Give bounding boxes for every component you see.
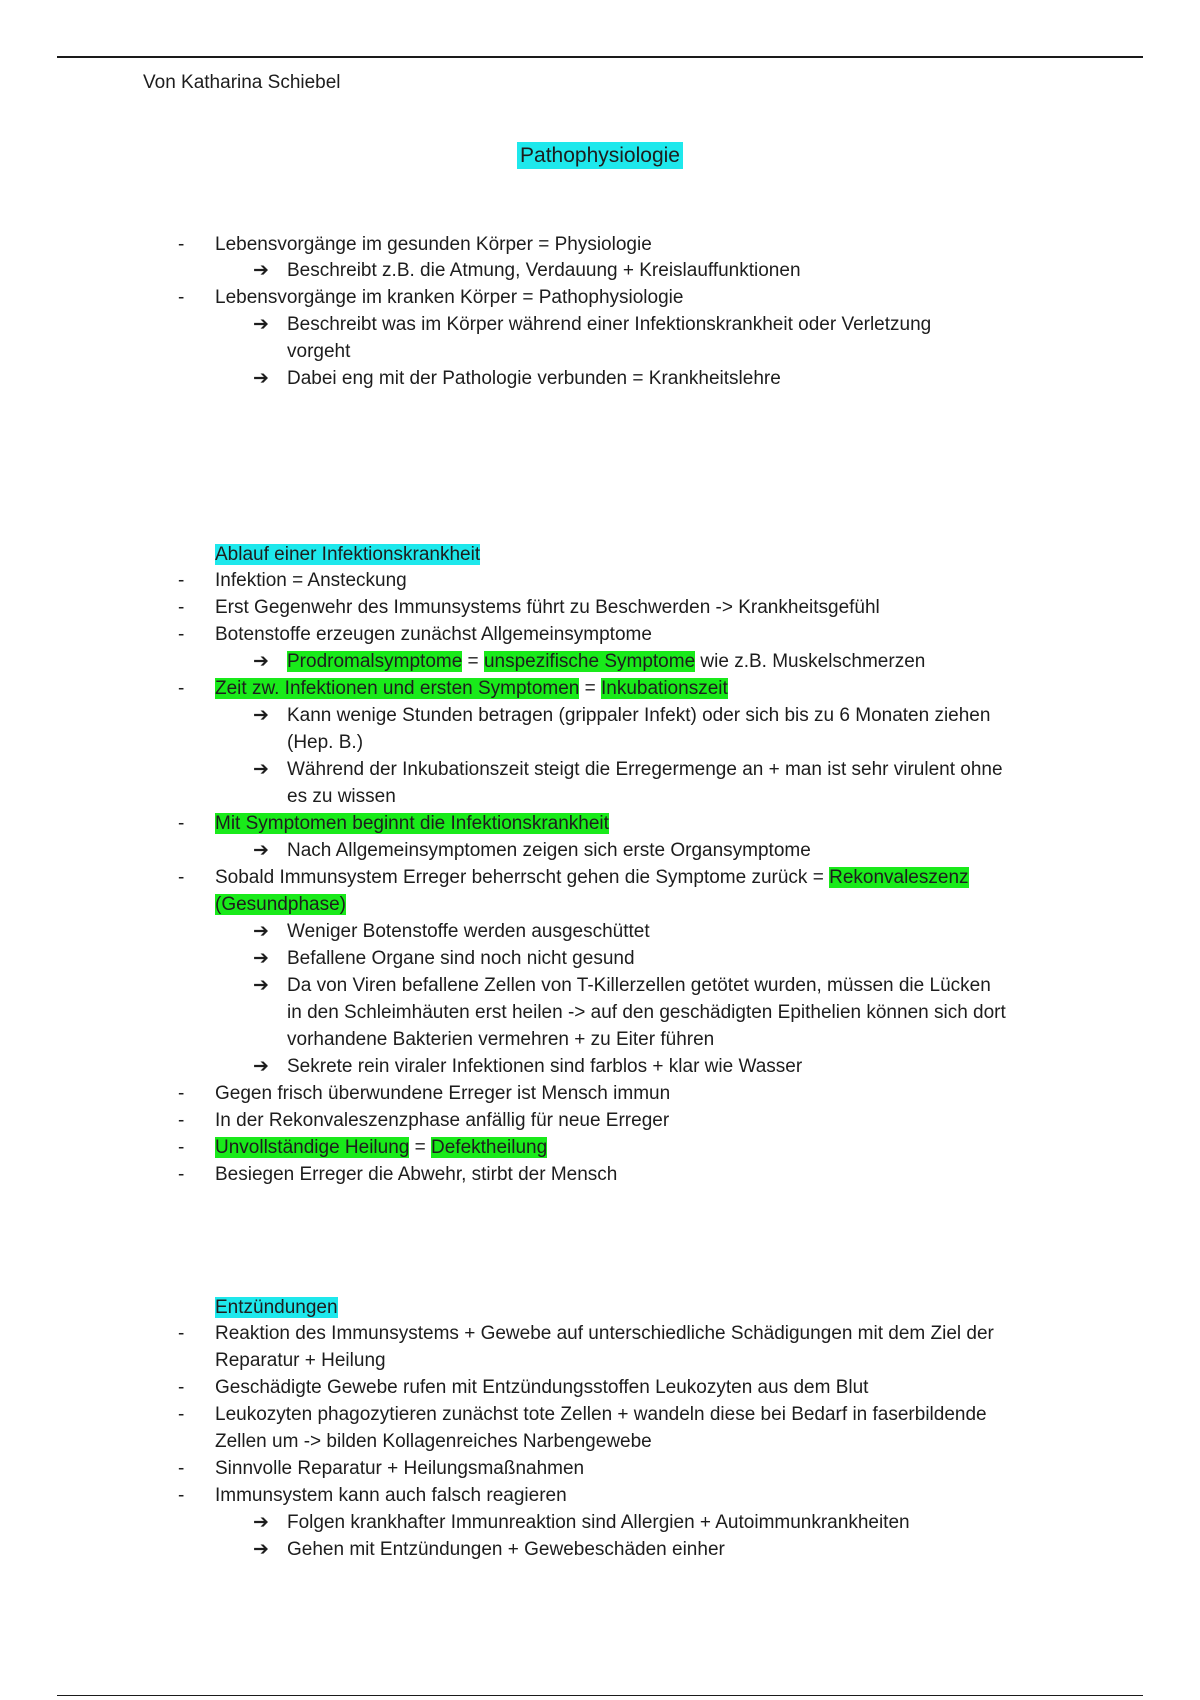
arrow-icon: ➔: [253, 651, 269, 672]
list-item: Befallene Organe sind noch nicht gesund: [287, 948, 635, 969]
list-item: [215, 677, 728, 701]
dash-bullet: -: [178, 1137, 185, 1158]
list-item: Sinnvolle Reparatur + Heilungsmaßnahmen: [215, 1458, 585, 1479]
title-wrap: [0, 144, 1200, 168]
dash-bullet: -: [178, 1377, 185, 1398]
list-item: vorhandene Bakterien vermehren + zu Eiter führen: [287, 1029, 715, 1050]
arrow-icon: ➔: [253, 368, 269, 389]
top-rule: [57, 56, 1143, 58]
dash-bullet: -: [178, 813, 185, 834]
highlight-term: Mit Symptomen beginnt die Infektionskrankheit: [215, 813, 609, 834]
list-item: Gehen mit Entzündungen + Gewebeschäden einher: [287, 1539, 725, 1560]
list-item: Beschreibt z.B. die Atmung, Verdauung + Kreislauffunktionen: [287, 260, 801, 281]
list-item: Während der Inkubationszeit steigt die Erregermenge an + man ist sehr virulent ohne: [287, 759, 1003, 780]
dash-bullet: -: [178, 624, 185, 645]
highlight-term: (Gesundphase): [215, 894, 346, 915]
dash-bullet: -: [178, 1164, 185, 1185]
arrow-icon: ➔: [253, 975, 269, 996]
list-item: Zellen um -> bilden Kollagenreiches Narbengewebe: [215, 1431, 652, 1452]
list-item: Dabei eng mit der Pathologie verbunden = Krankheitslehre: [287, 368, 781, 389]
highlight-term: Inkubationszeit: [601, 678, 728, 699]
arrow-icon: ➔: [253, 260, 269, 281]
text-fragment: wie z.B. Muskelschmerzen: [695, 651, 926, 672]
section-heading-inflammation: Entzündungen: [215, 1297, 338, 1318]
bottom-rule: [57, 1695, 1143, 1696]
list-item: [215, 1136, 547, 1160]
list-item: Beschreibt was im Körper während einer Infektionskrankheit oder Verletzung: [287, 314, 932, 335]
list-item: [215, 866, 969, 890]
list-item: Infektion = Ansteckung: [215, 570, 407, 591]
dash-bullet: -: [178, 1485, 185, 1506]
text-fragment: Sobald Immunsystem Erreger beherrscht gehen die Symptome zurück =: [215, 867, 830, 888]
highlight-term: unspezifische Symptome: [483, 651, 696, 672]
list-item: Weniger Botenstoffe werden ausgeschüttet: [287, 921, 650, 942]
arrow-icon: ➔: [253, 921, 269, 942]
highlight-term: Defektheilung: [431, 1137, 548, 1158]
highlight-term: Rekonvaleszenz: [829, 867, 969, 888]
list-item: Besiegen Erreger die Abwehr, stirbt der Mensch: [215, 1164, 618, 1185]
list-item: In der Rekonvaleszenzphase anfällig für neue Erreger: [215, 1110, 670, 1131]
list-item: Lebensvorgänge im gesunden Körper = Physiologie: [215, 234, 652, 255]
list-item: Botenstoffe erzeugen zunächst Allgemeinsymptome: [215, 624, 652, 645]
dash-bullet: -: [178, 234, 185, 255]
list-item: Reparatur + Heilung: [215, 1350, 386, 1371]
text-fragment: =: [462, 651, 484, 672]
list-item: [287, 650, 925, 674]
list-item: Lebensvorgänge im kranken Körper = Pathophysiologie: [215, 287, 684, 308]
page-title: Pathophysiologie: [517, 142, 683, 169]
dash-bullet: -: [178, 1323, 185, 1344]
list-item: Reaktion des Immunsystems + Gewebe auf unterschiedliche Schädigungen mit dem Ziel der: [215, 1323, 994, 1344]
highlight-term: Prodromalsymptome: [287, 651, 463, 672]
arrow-icon: ➔: [253, 1056, 269, 1077]
list-item: Kann wenige Stunden betragen (grippaler Infekt) oder sich bis zu 6 Monaten ziehen: [287, 705, 991, 726]
list-item: vorgeht: [287, 341, 351, 362]
highlight-term: Zeit zw. Infektionen und ersten Symptomen: [215, 678, 580, 699]
dash-bullet: -: [178, 287, 185, 308]
list-item: [215, 893, 346, 917]
list-item: Erst Gegenwehr des Immunsystems führt zu Beschwerden -> Krankheitsgefühl: [215, 597, 880, 618]
dash-bullet: -: [178, 1458, 185, 1479]
dash-bullet: -: [178, 1404, 185, 1425]
list-item: Folgen krankhafter Immunreaktion sind Allergien + Autoimmunkrankheiten: [287, 1512, 910, 1533]
author-line: Von Katharina Schiebel: [143, 72, 341, 93]
list-item: Geschädigte Gewebe rufen mit Entzündungsstoffen Leukozyten aus dem Blut: [215, 1377, 869, 1398]
list-item: Immunsystem kann auch falsch reagieren: [215, 1485, 567, 1506]
arrow-icon: ➔: [253, 1512, 269, 1533]
dash-bullet: -: [178, 597, 185, 618]
dash-bullet: -: [178, 1083, 185, 1104]
section-heading-infection: Ablauf einer Infektionskrankheit: [215, 544, 481, 565]
list-item: Sekrete rein viraler Infektionen sind farblos + klar wie Wasser: [287, 1056, 803, 1077]
arrow-icon: ➔: [253, 948, 269, 969]
dash-bullet: -: [178, 1110, 185, 1131]
highlight-term: Unvollständige Heilung: [215, 1137, 410, 1158]
arrow-icon: ➔: [253, 759, 269, 780]
list-item: in den Schleimhäuten erst heilen -> auf den geschädigten Epithelien können sich dort: [287, 1002, 1006, 1023]
dash-bullet: -: [178, 678, 185, 699]
list-item: Leukozyten phagozytieren zunächst tote Zellen + wandeln diese bei Bedarf in faserbildende: [215, 1404, 987, 1425]
arrow-icon: ➔: [253, 1539, 269, 1560]
text-fragment: =: [409, 1137, 431, 1158]
text-fragment: =: [579, 678, 602, 699]
arrow-icon: ➔: [253, 840, 269, 861]
arrow-icon: ➔: [253, 314, 269, 335]
list-item: [215, 812, 609, 836]
dash-bullet: -: [178, 867, 185, 888]
list-item: Da von Viren befallene Zellen von T-Killerzellen getötet wurden, müssen die Lücken: [287, 975, 991, 996]
list-item: Gegen frisch überwundene Erreger ist Mensch immun: [215, 1083, 671, 1104]
list-item: (Hep. B.): [287, 732, 364, 753]
dash-bullet: -: [178, 570, 185, 591]
list-item: Nach Allgemeinsymptomen zeigen sich erste Organsymptome: [287, 840, 811, 861]
list-item: es zu wissen: [287, 786, 396, 807]
arrow-icon: ➔: [253, 705, 269, 726]
